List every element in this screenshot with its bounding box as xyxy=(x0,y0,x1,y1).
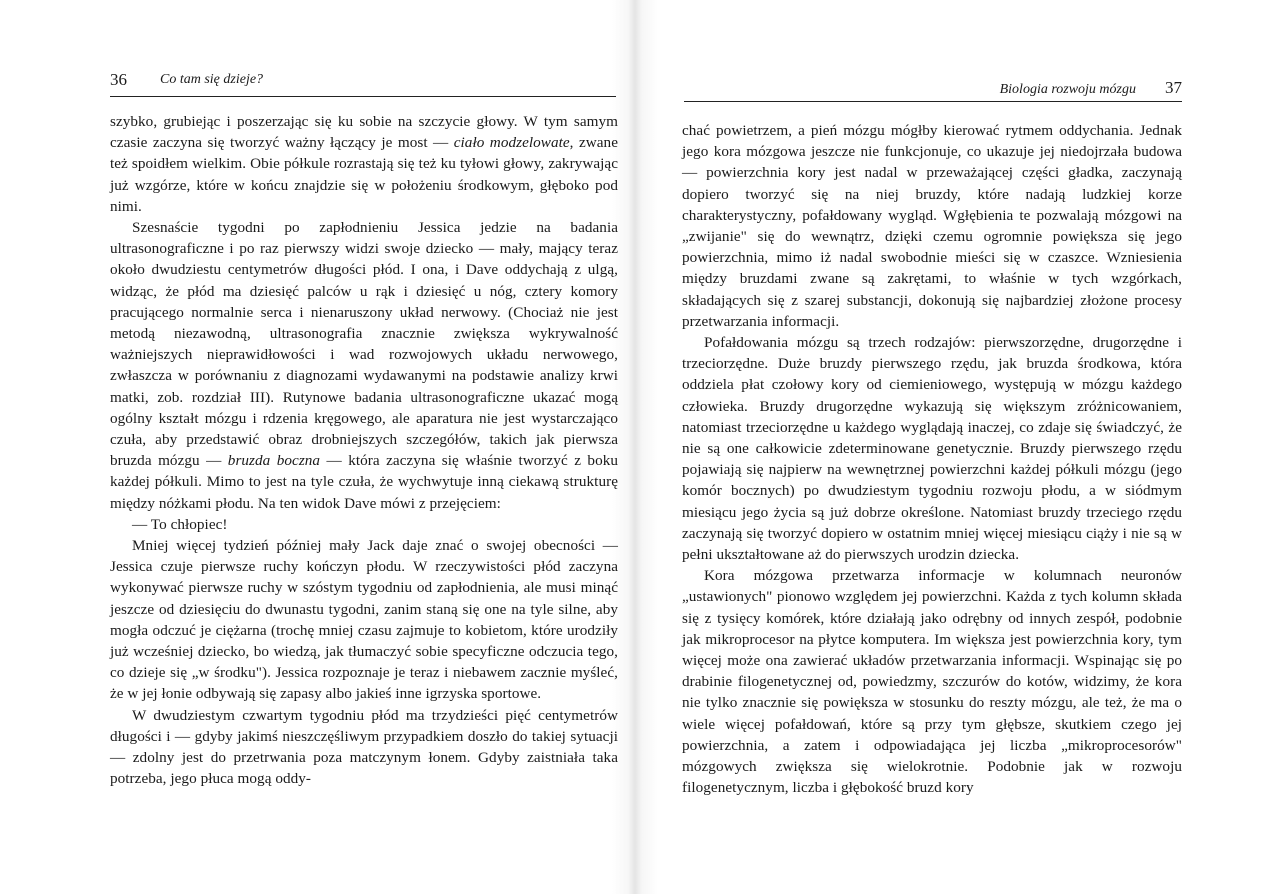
text-run: — która zaczyna się właśnie tworzyć z boku każdej półkuli. Mimo to jest na tyle czuła, że wychwytuje inną ciekawą strukturę między nóżkami płodu. Na ten widok Dave mówi z przejęciem: xyxy=(110,452,619,512)
italic-term: bruzda boczna xyxy=(227,452,321,470)
text-run: Mniej więcej tydzień później mały Jack daje znać o swojej obecności — Jessica czuje pierwsze ruchy kończyn płodu. W rzeczywistości płód zaczyna wykonywać pierwsze ruchy w szóstym tygodniu od zapłodnienia, ale musi minąć jeszcze od dziesięciu do dwunastu tygodni, zanim staną się one na tyle silne, aby mogła odczuć je ciężarna (trochę mniej czasu zajmuje to kobietom, które urodziły już wcześniej dziecko, bo wiedzą, jak tłumaczyć sobie specyficzne odczucia tego, co dzieje się „w środku"). Jessica rozpoznaje je teraz i niebawem zacznie myśleć, że w jej łonie odbywają się zapasy albo jakieś inne igrzyska sportowe. xyxy=(110,537,618,703)
header-rule xyxy=(684,101,1182,102)
page-number: 36 xyxy=(110,70,127,89)
left-running-head xyxy=(110,70,618,94)
text-run: szybko, grubiejąc i poszerzając się ku sobie na szczycie głowy. W tym samym czasie zaczyna się tworzyć ważny łączący je most — xyxy=(110,113,618,152)
right-running-head xyxy=(676,70,1182,97)
page-number: 37 xyxy=(1165,78,1182,97)
paragraph xyxy=(110,217,618,514)
running-title: Co tam się dzieje? xyxy=(160,72,264,87)
paragraph: chać powietrzem, a pień mózgu mógłby kierować rytmem oddychania. Jednak jego kora mózgowa jeszcze nie funkcjonuje, co ukazuje jej niedojrzała budowa — powierzchnia kory jest nadal w przeważającej części gładka, zaczynają dopiero tworzyć się na niej bruzdy, które nadają ludzkiej korze charakterystyczny, pofałdowany wygląd. Wgłębienia te pozwalają mózgowi na „zwijanie" się do wewnątrz, dzięki czemu ogromnie powiększa się jego powierzchnia, mimo iż nadal swobodnie mieści się w czaszce. Wzniesienia między bruzdami zwane są zakrętami, to właśnie w tych wzgórkach, składających się z szarej substancji, dokonują się najbardziej złożone procesy przetwarzania informacji. xyxy=(682,122,1182,330)
paragraph xyxy=(110,111,618,217)
text-run: — To chłopiec! xyxy=(132,515,228,533)
paragraph: Pofałdowania mózgu są trzech rodzajów: pierwszorzędne, drugorzędne i trzeciorzędne. Duże bruzdy pierwszego rzędu, jak bruzda środkowa, która oddziela płat czołowy kory od ciemieniowego, występują w mózgu każdego człowieka. Bruzdy drugorzędne wykazują się większym zróżnicowaniem, natomiast trzeciorzędne u każdego wyglądają inaczej, co zdaje się świadczyć, że nie są one całkowicie zdeterminowane genetycznie. Bruzdy pierwszego rzędu pojawiają się najpierw na wewnętrznej powierzchni każdej półkuli mózgu (jego komór bocznych) po dwudziestym tygodniu rozwoju płodu, a w siódmym miesiącu jego życia są już dobrze określone. Natomiast bruzdy trzeciego rzędu zaczynają się tworzyć dopiero w ostatnim mniej więcej miesiącu ciąży i nie są w pełni ukształtowane aż do pierwszych urodzin dziecka. xyxy=(682,334,1182,564)
book-gutter-shadow xyxy=(612,0,658,894)
dialogue-line xyxy=(110,514,618,535)
text-run: Szesnaście tygodni po zapłodnieniu Jessica jedzie na badania ultrasonograficzne i po raz pierwszy widzi swoje dziecko — mały, mający teraz około dwudziestu centymetrów długości płód. I ona, i Dave oddychają z ulgą, widząc, że płód ma dziesięć palców u rąk i dziesięć u nóg, cztery komory pracującego normalnie serca i nienaruszony układ nerwowy. (Chociaż nie jest metodą niezawodną, ultrasonografia znacznie zwiększa wykrywalność ważniejszych nieprawidłowości i wad rozwojowych układu nerwowego, zwłaszcza w porównaniu z diagnozami wydawanymi na podstawie analizy krwi matki, zob. rozdział III). Rutynowe badania ultrasonograficzne ukazać mogą ogólny kształt mózgu i rdzenia kręgowego, ale aparatura nie jest wystarczająco czuła, aby przedstawić obraz drobniejszych szczegółów, takich jak pierwsza bruzda mózgu — xyxy=(110,219,618,470)
paragraph xyxy=(110,535,618,705)
running-title: Biologia rozwoju mózgu xyxy=(999,82,1136,97)
text-run: W dwudziestym czwartym tygodniu płód ma trzydzieści pięć centymetrów długości i — gdyby jakimś nieszczęśliwym przypadkiem doszło do takiej sytuacji — zdolny jest do przetrwania poza matczynym łonem. Gdyby zaistniała taka potrzeba, jego płuca mogą oddy- xyxy=(110,706,618,788)
italic-term: ciało modzelowate xyxy=(453,134,570,152)
right-body-text xyxy=(682,120,1182,799)
header-rule xyxy=(110,96,616,97)
paragraph: Kora mózgowa przetwarza informacje w kolumnach neuronów „ustawionych" pionowo względem jej powierzchni. Każda z tych kolumn składa się z tysięcy komórek, które działają jako odrębny od innych zespół, podobnie jak mikroprocesor na płytce komputera. Im większa jest powierzchnia kory, tym więcej może ona zawierać układów przetwarzania informacji. Wspinając się po drabinie filogenetycznej od, powiedzmy, szczurów do kotów, widzimy, że kora nie tylko znacznie się powiększa w stosunku do reszty mózgu, ale też, że ma o wiele więcej pofałdowań, które są przy tym głębsze, skutkiem czego jej powierzchnia, a zatem i odpowiadająca jej liczba „mikroprocesorów" mózgowych zwiększa się wielokrotnie. Podobnie jak w rozwoju filogenetycznym, liczba i głębokość bruzd kory xyxy=(682,567,1182,797)
text-run: , zwane też spoidłem wielkim. Obie półkule rozrastają się też ku tyłowi głowy, zakrywając już wzgórze, które w końcu znajdzie się w położeniu środkowym, głęboko pod nimi. xyxy=(110,134,618,215)
left-body-text xyxy=(110,111,618,790)
paragraph xyxy=(110,705,618,790)
